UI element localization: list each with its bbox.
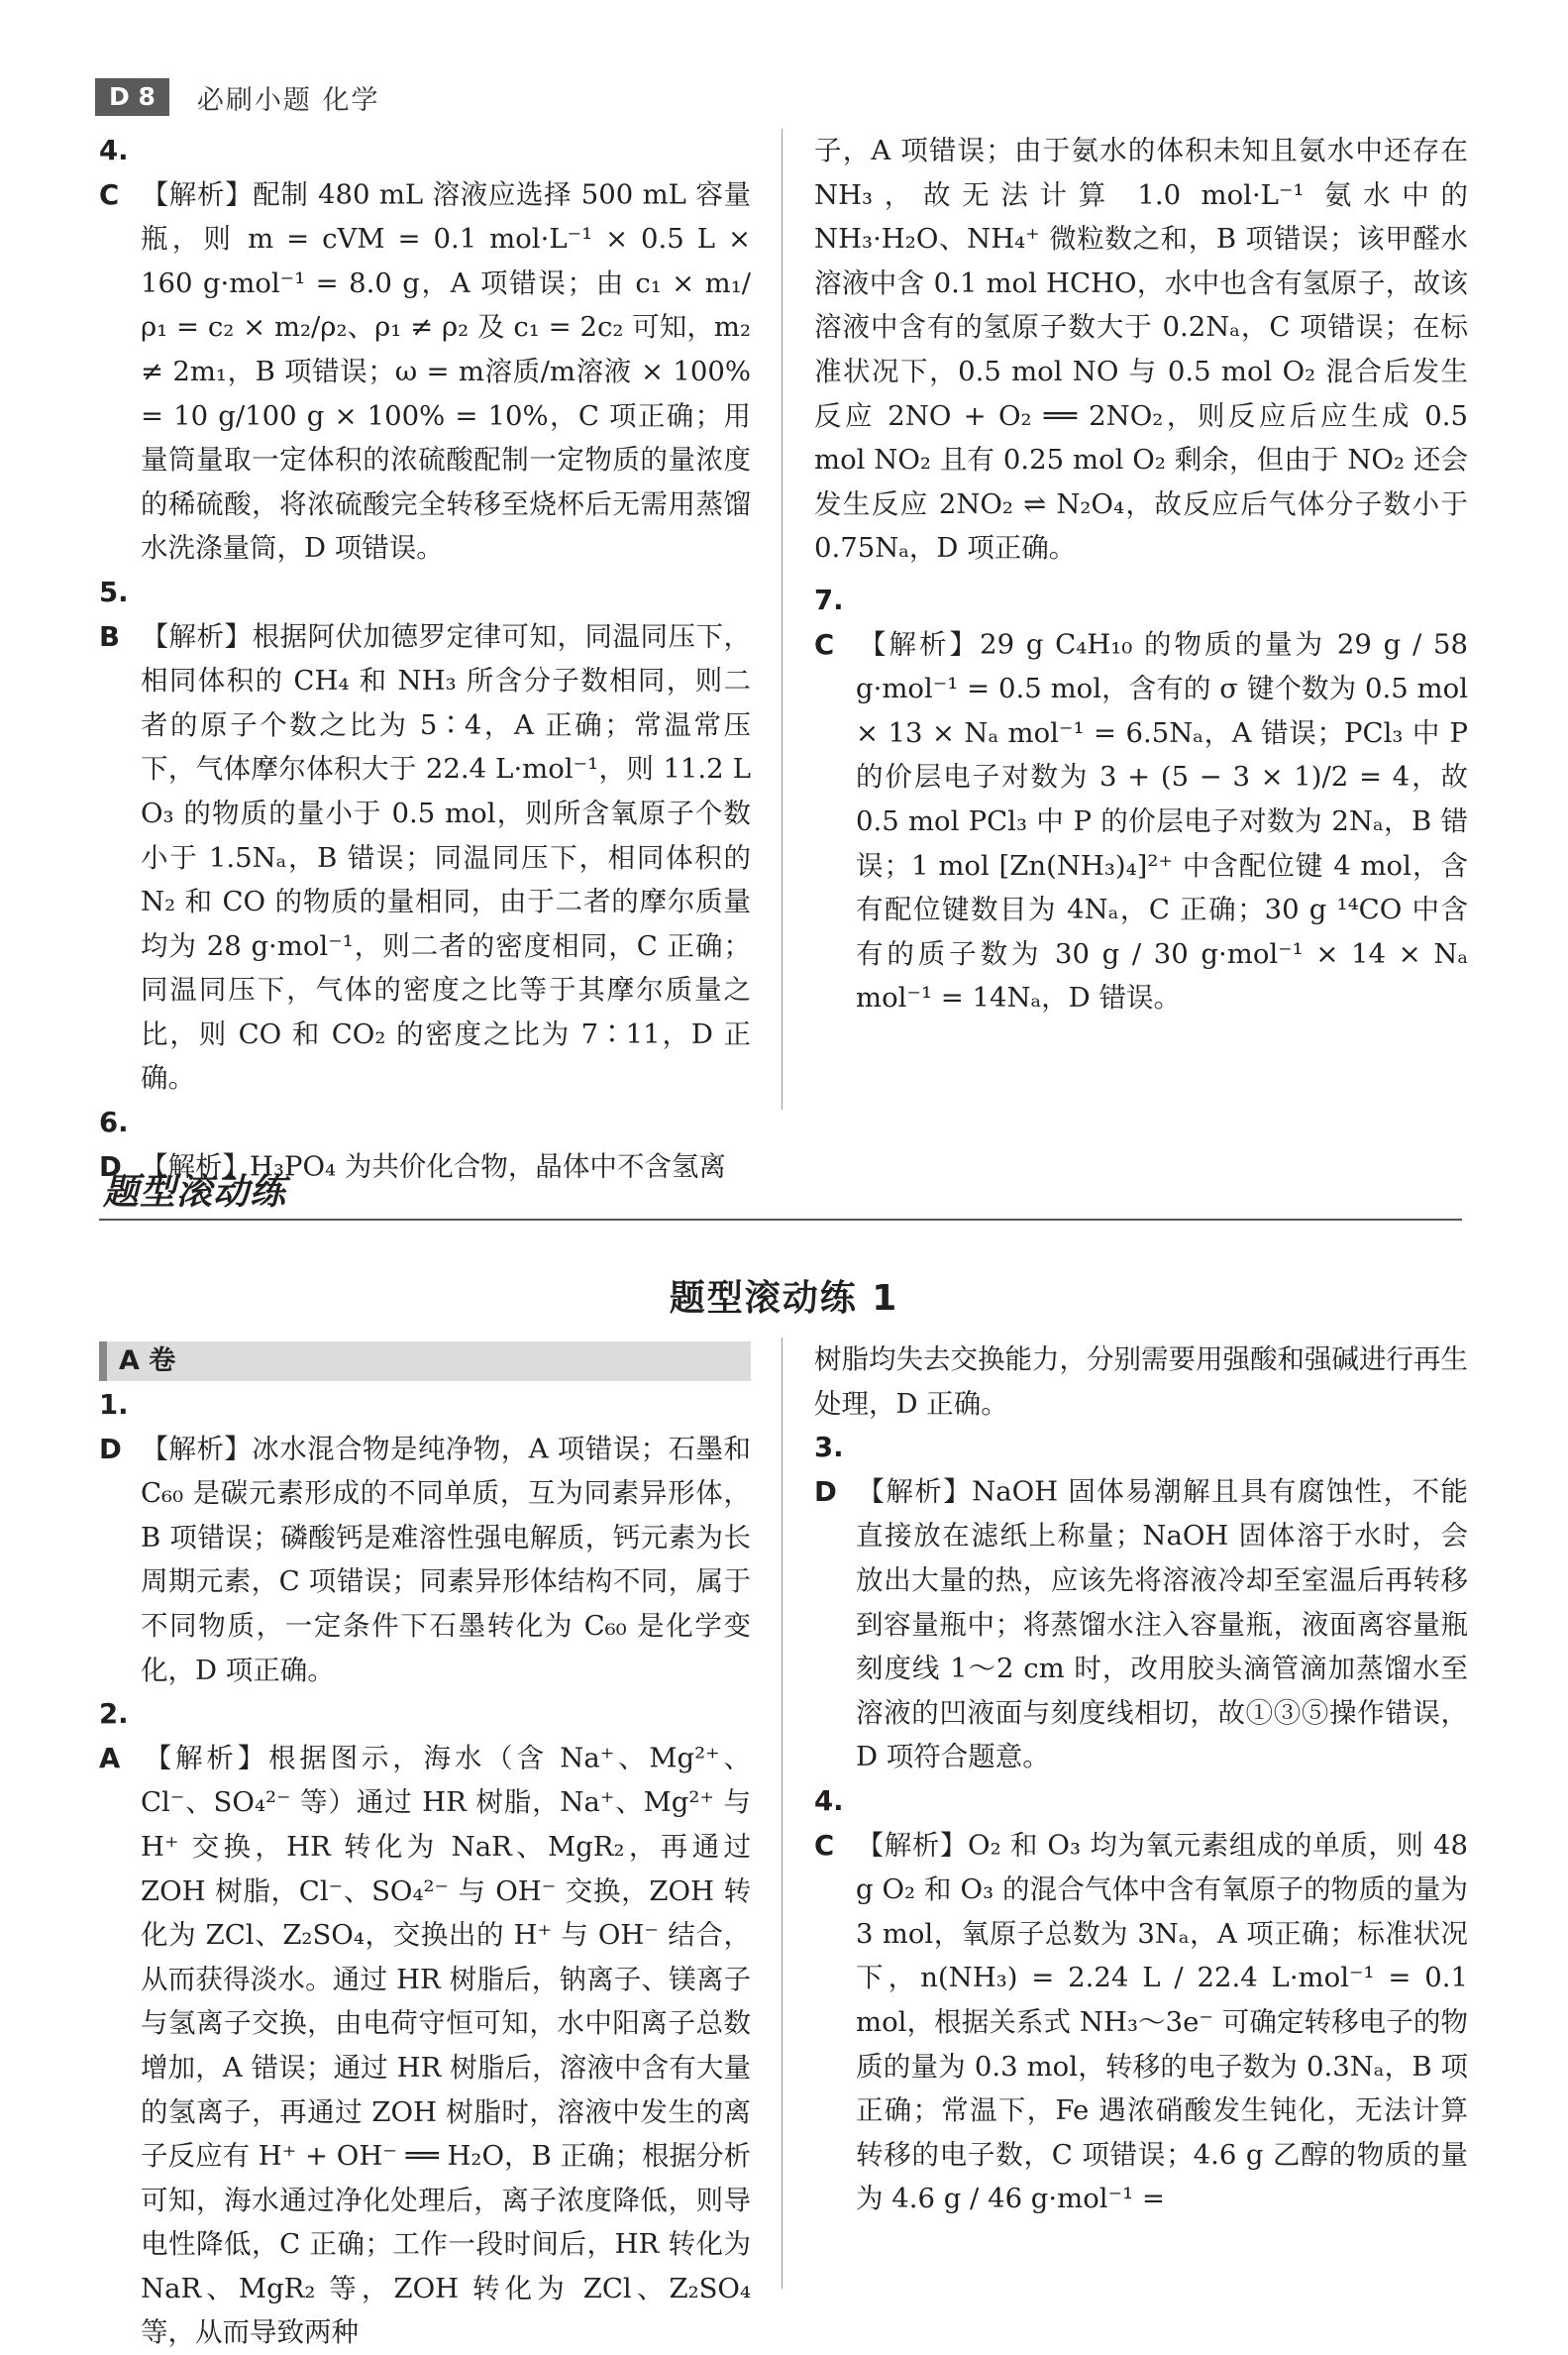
section-subtitle: 题型滚动练 1 xyxy=(669,1278,899,1319)
volume-label: A 卷 xyxy=(99,1341,751,1381)
bottom-left-column xyxy=(99,1383,751,2355)
top-right-column xyxy=(814,129,1468,1020)
column-divider-top xyxy=(782,129,783,1110)
answer-item: 4. C 【解析】配制 480 mL 溶液应选择 500 mL 容量瓶，则 m = cVM = 0.1 mol·L⁻¹ × 0.5 L × 160 g·mol⁻¹ = 8.0 g，A 项错误；由 c₁ × m₁/ρ₁ = c₂ × m₂/ρ₂、ρ₁ ≠ ρ₂ 及 c₁ = 2c₂ 可知，m₂ ≠ 2m₁，B 项错误；ω = m溶质/m溶液 × 100% = 10 g/100 g × 100% = 10%，C 项正确；用量筒量取一定体积的浓硫酸配制一定物质的量浓度的稀硫酸，将浓硫酸完全转移至烧杯后无需用蒸馏水洗涤量筒，D 项错误。 xyxy=(99,135,751,565)
column-divider-bottom xyxy=(782,1338,783,2289)
answer-continuation: 树脂均失去交换能力，分别需要用强酸和强碱进行再生处理，D 正确。 xyxy=(814,1343,1468,1420)
bottom-right-column xyxy=(814,1338,1468,2221)
top-left-column xyxy=(99,129,751,1189)
answer-item: 7. C 【解析】29 g C₄H₁₀ 的物质的量为 29 g / 58 g·mol⁻¹ = 0.5 mol，含有的 σ 键个数为 0.5 mol × 13 × Nₐ mol⁻¹ = 6.5Nₐ，A 错误；PCl₃ 中 P 的价层电子对数为 3 + (5 − 3 × 1)/2 = 4，故 0.5 mol PCl₃ 中 P 的价层电子对数为 2Nₐ，B 错误；1 mol [Zn(NH₃)₄]²⁺ 中含配位键 4 mol，含有配位键数目为 4Nₐ，C 正确；30 g ¹⁴CO 中含有的质子数为 30 g / 30 g·mol⁻¹ × 14 × Nₐ mol⁻¹ = 14Nₐ，D 错误。 xyxy=(814,584,1468,1015)
page-header xyxy=(95,77,379,117)
answer-continuation: 子，A 项错误；由于氨水的体积未知且氨水中还存在 NH₃，故无法计算 1.0 mol·L⁻¹ 氨水中的 NH₃·H₂O、NH₄⁺ 微粒数之和，B 项错误；该甲醛水溶液中含 0.1 mol HCHO，水中也含有氢原子，故该溶液中含有的氢原子数大于 0.2Nₐ，C 项错误；在标准状况下，0.5 mol NO 与 0.5 mol O₂ 混合后发生反应 2NO + O₂ ══ 2NO₂，则反应后应生成 0.5 mol NO₂ 且有 0.25 mol O₂ 剩余，但由于 NO₂ 还会发生反应 2NO₂ ⇌ N₂O₄，故反应后气体分子数小于 0.75Nₐ，D 项正确。 xyxy=(814,135,1468,565)
page-number: D 8 xyxy=(95,78,169,116)
answer-item: 1. D 【解析】冰水混合物是纯净物，A 项错误；石墨和 C₆₀ 是碳元素形成的不同单质，互为同素异形体，B 项错误；磷酸钙是难溶性强电解质，钙元素为长周期元素，C 项错误；同素异形体结构不同，属于不同物质，一定条件下石墨转化为 C₆₀ 是化学变化，D 项正确。 xyxy=(99,1389,751,1686)
answer-item: 4. C 【解析】O₂ 和 O₃ 均为氧元素组成的单质，则 48 g O₂ 和 O₃ 的混合气体中含有氧原子的物质的量为 3 mol，氧原子总数为 3Nₐ，A 项正确；标准状况下，n(NH₃) = 2.24 L / 22.4 L·mol⁻¹ = 0.1 mol，根据关系式 NH₃～3e⁻ 可确定转移电子的物质的量为 0.3 mol，转移的电子数为 0.3Nₐ，B 项正确；常温下，Fe 遇浓硝酸发生钝化，无法计算转移的电子数，C 项错误；4.6 g 乙醇的物质的量为 4.6 g / 46 g·mol⁻¹ = xyxy=(814,1784,1468,2215)
answer-item: 5. B 【解析】根据阿伏加德罗定律可知，同温同压下，相同体积的 CH₄ 和 NH₃ 所含分子数相同，则二者的原子个数之比为 5∶4，A 正确；常温常压下，气体摩尔体积大于 22.4 L·mol⁻¹，则 11.2 L O₃ 的物质的量小于 0.5 mol，则所含氧原子个数小于 1.5Nₐ，B 错误；同温同压下，相同体积的 N₂ 和 CO 的物质的量相同，由于二者的摩尔质量均为 28 g·mol⁻¹，则二者的密度相同，C 正确；同温同压下，气体的密度之比等于其摩尔质量之比，则 CO 和 CO₂ 的密度之比为 7∶11，D 正确。 xyxy=(99,576,751,1095)
section-heading: 题型滚动练 xyxy=(99,1149,1462,1221)
answer-item: 2. A 【解析】根据图示，海水（含 Na⁺、Mg²⁺、Cl⁻、SO₄²⁻ 等）通过 HR 树脂，Na⁺、Mg²⁺ 与 H⁺ 交换，HR 转化为 NaR、MgR₂，再通过 ZOH 树脂，Cl⁻、SO₄²⁻ 与 OH⁻ 交换，ZOH 转化为 ZCl、Z₂SO₄，交换出的 H⁺ 与 OH⁻ 结合，从而获得淡水。通过 HR 树脂后，钠离子、镁离子与氢离子交换，由电荷守恒可知，水中阳离子总数增加，A 错误；通过 HR 树脂后，溶液中含有大量的氢离子，再通过 ZOH 树脂时，溶液中发生的离子反应有 H⁺ + OH⁻ ══ H₂O，B 正确；根据分析可知，海水通过净化处理后，离子浓度降低，则导电性降低，C 正确；工作一段时间后，HR 转化为 NaR、MgR₂ 等，ZOH 转化为 ZCl、Z₂SO₄ 等，从而导致两种 xyxy=(99,1698,751,2349)
book-title: 必刷小题 化学 xyxy=(196,84,380,116)
answer-item: 6. D 【解析】H₃PO₄ 为共价化合物，晶体中不含氢离 xyxy=(99,1107,726,1183)
answer-item: 3. D 【解析】NaOH 固体易潮解且具有腐蚀性，不能直接放在滤纸上称量；NaOH 固体溶于水时，会放出大量的热，应该先将溶液冷却至室温后再转移到容量瓶中；将蒸馏水注入容量瓶，液面离容量瓶刻度线 1～2 cm 时，改用胶头滴管滴加蒸馏水至溶液的凹液面与刻度线相切，故①③⑤操作错误，D 项符合题意。 xyxy=(814,1432,1468,1773)
